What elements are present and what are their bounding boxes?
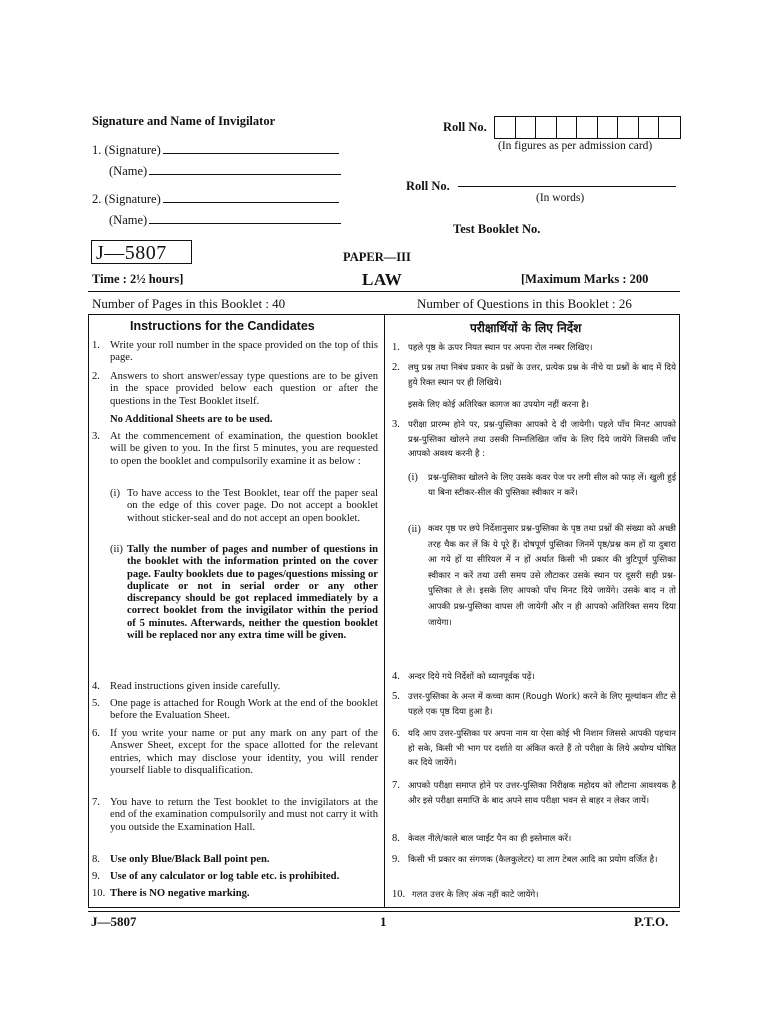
en-note: No Additional Sheets are to be used. xyxy=(110,414,273,425)
item-number: 10. xyxy=(392,889,406,900)
en-item xyxy=(92,681,378,693)
item-text: आपको परीक्षा समाप्त होने पर उत्तर-पुस्तिका निरीक्षक महोदय को लौटाना आवश्यक है और इसे परीक्षा समाप्ति के बाद अपने साथ परीक्षा भवन से बाहर न लेकर जायें। xyxy=(408,781,676,806)
name-1-label: (Name) xyxy=(109,164,148,178)
item-text: अन्दर दिये गये निर्देशों को ध्यानपूर्वक पढ़ें। xyxy=(408,672,535,682)
item-number: 4. xyxy=(92,681,100,692)
item-number: 4. xyxy=(392,671,400,682)
item-text: गलत उत्तर के लिए अंक नहीं काटे जायेंगे। xyxy=(412,890,539,900)
item-text: लघु प्रश्न तथा निबंध प्रकार के प्रश्नों के उत्तर, प्रत्येक प्रश्न के नीचे या प्रश्नों के बाद में दिये हुये रिक्त स्थान पर ही लिखिये। xyxy=(408,363,676,388)
item-text: परीक्षा प्रारम्भ होने पर, प्रश्न-पुस्तिका आपको दे दी जायेगी। पहले पाँच मिनट आपको प्रश्न-पुस्तिका खोलने तथा उसकी निम्नलिखित जाँच के लिए दिये जायेंगे जिसकी जाँच आपको अवश्य करनी है : xyxy=(408,420,676,459)
hi-subitem xyxy=(408,471,676,500)
item-text: To have access to the Test Booklet, tear off the paper seal on the edge of this cover page. Do not accept a booklet without sticker-seal and do not accept an open booklet. xyxy=(127,488,378,524)
item-number: 7. xyxy=(392,780,400,791)
roll-digit-box xyxy=(598,117,619,138)
questions-count: Number of Questions in this Booklet : 26 xyxy=(417,296,632,311)
en-subitem xyxy=(110,488,378,525)
item-text: यदि आप उत्तर-पुस्तिका पर अपना नाम या ऐसा कोई भी निशान जिससे आपकी पहचान हो सके, किसी भी भाग पर दर्शाते या अंकित करते हैं तो परीक्षा के लिये अयोग्य घोषित कर दिये जायेंगे। xyxy=(408,729,676,768)
item-text: केवल नीले/काले बाल प्वाईंट पैन का ही इस्तेमाल करें। xyxy=(408,834,572,844)
item-number: 6. xyxy=(92,728,100,739)
item-number: 3. xyxy=(92,431,100,442)
en-item xyxy=(92,698,378,723)
signature-2-label: 2. (Signature) xyxy=(92,192,161,206)
en-item xyxy=(92,371,378,408)
hi-item xyxy=(392,727,676,771)
item-text: Use of any calculator or log table etc. is prohibited. xyxy=(110,871,340,882)
signature-1-line xyxy=(163,143,339,154)
item-text: प्रश्न-पुस्तिका खोलने के लिए उसके कवर पेज पर लगी सील को फाड़ लें। खुली हुई या बिना स्टीकर-सील की पुस्तिका स्वीकार न करें। xyxy=(428,473,676,498)
item-text: You have to return the Test booklet to the invigilators at the end of the examination compulsorily and must not carry it with you outside the Examination Hall. xyxy=(110,797,378,833)
footer-divider xyxy=(88,911,680,912)
item-number: 2. xyxy=(92,371,100,382)
roll-digit-box xyxy=(516,117,537,138)
subject-title: LAW xyxy=(362,270,403,289)
header-divider xyxy=(88,291,680,292)
name-2-line xyxy=(149,213,341,224)
item-number: 9. xyxy=(392,854,400,865)
item-text: Read instructions given inside carefully. xyxy=(110,681,281,692)
item-number: 7. xyxy=(92,797,100,808)
roll-number-label: Roll No. xyxy=(443,120,487,134)
item-text: There is NO negative marking. xyxy=(110,888,250,899)
hi-item xyxy=(392,779,676,808)
en-item xyxy=(92,728,378,777)
item-number: 5. xyxy=(392,691,400,702)
item-text: किसी भी प्रकार का संगणक (कैलकुलेटर) या लाग टेबल आदि का प्रयोग वर्जित है। xyxy=(408,855,658,865)
hi-subitem xyxy=(408,522,676,631)
item-number: 3. xyxy=(392,419,400,430)
item-text: Tally the number of pages and number of questions in the booklet with the information printed on the cover page. Faulty booklets due to pages/questions missing or duplicate or not in serial order or any other discrepancy should be got replaced immediately by a correct booklet from the invigilator within the period of 5 minutes. Afterwards, neither the question booklet will be replaced nor any extra time will be given. xyxy=(127,544,378,642)
roll-digit-box xyxy=(659,117,680,138)
item-number: (i) xyxy=(408,472,418,483)
roll-digit-box xyxy=(577,117,598,138)
item-text: Use only Blue/Black Ball point pen. xyxy=(110,854,270,865)
item-number: 8. xyxy=(92,854,100,865)
column-divider xyxy=(384,314,385,908)
item-text: Write your roll number in the space provided on the top of this page. xyxy=(110,340,378,364)
signature-2-line xyxy=(163,192,339,203)
roll-number-note: (In figures as per admission card) xyxy=(498,140,653,152)
en-item xyxy=(92,340,378,365)
pages-count: Number of Pages in this Booklet : 40 xyxy=(92,296,286,311)
item-number: 1. xyxy=(92,340,100,351)
in-words-note: (In words) xyxy=(536,192,585,204)
roll-number-boxes xyxy=(494,116,681,139)
roll-digit-box xyxy=(557,117,578,138)
roll-digit-box xyxy=(639,117,660,138)
en-item xyxy=(92,854,378,866)
item-number: 6. xyxy=(392,728,400,739)
name-2-row xyxy=(109,213,341,228)
hi-item xyxy=(392,832,676,847)
name-1-row xyxy=(109,164,341,179)
hindi-instructions-title: परीक्षार्थियों के लिए निर्देश xyxy=(470,321,582,335)
item-text: If you write your name or put any mark on any part of the Answer Sheet, except for the space allotted for the relevant entries, which may disclose your identity, you will render yourself liable to disqualification. xyxy=(110,728,378,776)
roll-number-words-line xyxy=(458,186,676,187)
item-text: कवर पृष्ठ पर छपे निर्देशानुसार प्रश्न-पुस्तिका के पृष्ठ तथा प्रश्नों की संख्या को अच्छी तरह चैक कर लें कि ये पूरे हैं। दोषपूर्ण पुस्तिका जिनमें पृष्ठ/प्रश्न कम हों या दुबारा आ गये हों या सीरियल में न हों अर्थात किसी भी प्रकार की त्रुटिपूर्ण पुस्तिका स्वीकार न करें तथा उसी समय उसे लौटाकर उसके स्थान पर दूसरी सही प्रश्न-पुस्तिका ले ले। इसके लिए आपको पाँच मिनट दिये जायेंगे। उसके बाद न तो आपकी प्रश्न-पुस्तिका वापस ली जायेगी और न ही आपको अतिरिक्त समय दिया जायेगा। xyxy=(428,524,676,628)
item-number: 9. xyxy=(92,871,100,882)
hi-item xyxy=(392,888,676,903)
paper-code-box: J—5807 xyxy=(91,240,192,264)
name-2-label: (Name) xyxy=(109,213,148,227)
item-text: At the commencement of examination, the question booklet will be given to you. In the first 5 minutes, you are requested to open the booklet and compulsorily examine it as below : xyxy=(110,431,378,467)
invigilator-title: Signature and Name of Invigilator xyxy=(92,114,276,128)
page-number: 1 xyxy=(380,914,387,929)
en-item xyxy=(92,871,378,883)
en-item xyxy=(92,797,378,834)
item-number: 8. xyxy=(392,833,400,844)
roll-digit-box xyxy=(495,117,516,138)
hi-item xyxy=(392,690,676,719)
hi-item xyxy=(392,853,676,868)
item-number: 2. xyxy=(392,362,400,373)
hi-item xyxy=(392,670,676,685)
en-subitem xyxy=(110,544,378,642)
item-number: 1. xyxy=(392,342,400,353)
footer-paper-code: J—5807 xyxy=(91,914,137,929)
pto-label: P.T.O. xyxy=(634,914,669,929)
signature-1-row xyxy=(92,143,339,158)
roll-digit-box xyxy=(618,117,639,138)
item-number: (ii) xyxy=(408,524,421,535)
item-text: One page is attached for Rough Work at the end of the booklet before the Evaluation Sheet. xyxy=(110,698,378,722)
item-number: 5. xyxy=(92,698,100,709)
signature-2-row xyxy=(92,192,339,207)
item-text: Answers to short answer/essay type questions are to be given in the space provided below each question or after the questions in the Test Booklet itself. xyxy=(110,371,378,407)
item-number: 10. xyxy=(92,888,106,899)
roll-digit-box xyxy=(536,117,557,138)
hi-note: इसके लिए कोई अतिरिक्त कागज का उपयोग नहीं करना है। xyxy=(408,400,589,410)
item-text: उत्तर-पुस्तिका के अन्त में कच्चा काम (Rough Work) करने के लिए मूल्यांकन शीट से पहले एक पृष्ठ दिया हुआ है। xyxy=(408,692,676,717)
item-number: (ii) xyxy=(110,544,123,555)
time-label: Time : 2½ hours] xyxy=(92,272,184,286)
english-instructions-title: Instructions for the Candidates xyxy=(130,319,315,333)
signature-1-label: 1. (Signature) xyxy=(92,143,161,157)
hi-item xyxy=(392,418,676,462)
hi-item xyxy=(392,341,676,356)
item-text: पहले पृष्ठ के ऊपर नियत स्थान पर अपना रोल नम्बर लिखिए। xyxy=(408,343,593,353)
en-item xyxy=(92,431,378,468)
max-marks-label: [Maximum Marks : 200 xyxy=(521,272,649,286)
en-item xyxy=(92,888,378,900)
hi-item xyxy=(392,361,676,390)
test-booklet-label: Test Booklet No. xyxy=(453,222,541,236)
name-1-line xyxy=(149,164,341,175)
item-number: (i) xyxy=(110,488,120,499)
roll-number-words-label: Roll No. xyxy=(406,179,450,193)
paper-label: PAPER—III xyxy=(343,250,411,264)
